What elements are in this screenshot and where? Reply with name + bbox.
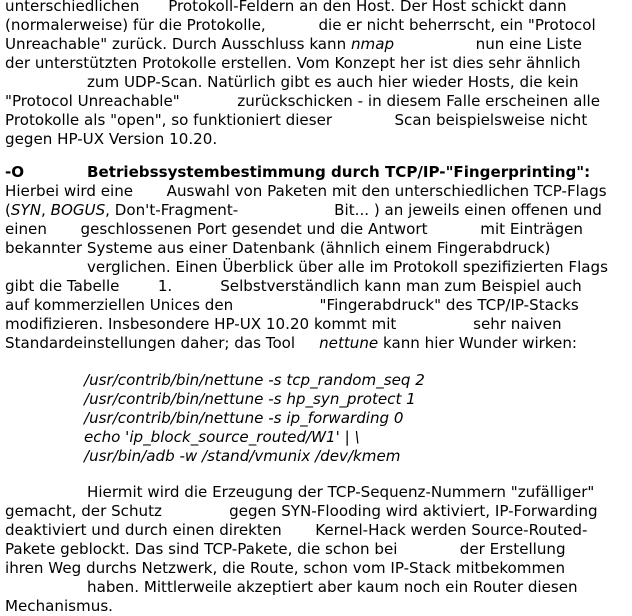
text-line: Pakete geblockt. Das sind TCP-Pakete, die schon bei der Erstellung [5, 540, 566, 558]
section-heading: Betriebssystembestimmung durch TCP/IP-"Fingerprinting": [87, 163, 591, 181]
text-line: "Protocol Unreachable" zurückschicken - in diesem Falle erscheinen alle [5, 92, 601, 110]
command-line: /usr/bin/adb -w /stand/vmunix /dev/kmem [84, 447, 401, 465]
text-line: auf kommerziellen Unices den "Fingerabdruck" des TCP/IP-Stacks [5, 296, 579, 314]
text-segment: Unreachable" zurück. Durch Ausschluss kann [5, 35, 351, 53]
text-segment: nun eine Liste [394, 35, 582, 53]
text-line: einen geschlossenen Port gesendet und die Antwort mit Einträgen [5, 220, 583, 238]
command-line: /usr/contrib/bin/nettune -s tcp_random_seq 2 [84, 371, 425, 389]
command-line: /usr/contrib/bin/nettune -s hp_syn_protect 1 [84, 390, 416, 408]
text-line: gegen HP-UX Version 10.20. [5, 130, 218, 148]
text-segment: , [40, 201, 51, 219]
text-segment: , Don't-Fragment- Bit... ) an jeweils einen offenen und [105, 201, 602, 219]
text-line: zum UDP-Scan. Natürlich gibt es auch hier wieder Hosts, die kein [87, 73, 579, 91]
command-line: echo 'ip_block_source_routed/W1' | \ [84, 428, 360, 446]
text-line: (normalerweise) für die Protokolle, die er nicht beherrscht, ein "Protocol [5, 16, 596, 34]
text-segment: ( [5, 201, 11, 219]
text-line: Protokolle als "open", so funktioniert dieser Scan beispielsweise nicht [5, 111, 588, 129]
text-line: Hierbei wird eine Auswahl von Paketen mit den unterschiedlichen TCP-Flags [5, 182, 607, 200]
text-line: unterschiedlichen Protokoll-Feldern an den Host. Der Host schickt dann [5, 0, 567, 15]
text-line: ihren Weg durchs Netzwerk, die Route, schon vom IP-Stack mitbekommen [5, 559, 566, 577]
nettune-term: nettune [319, 334, 379, 352]
nmap-term: nmap [350, 35, 395, 53]
text-line [5, 35, 582, 54]
text-line: Hiermit wird die Erzeugung der TCP-Sequenz-Nummern "zufälliger" [87, 483, 595, 501]
text-line: haben. Mittlerweile akzeptiert aber kaum noch ein Router diesen [87, 578, 578, 596]
text-line [5, 201, 602, 220]
syn-term: SYN [10, 201, 41, 219]
option-flag: -O [5, 163, 25, 181]
text-line: verglichen. Einen Überblick über alle im Protokoll spezifizierten Flags [87, 258, 608, 276]
text-line: deaktiviert und durch einen direkten Kernel-Hack werden Source-Routed- [5, 521, 588, 539]
text-line: modifizieren. Insbesondere HP-UX 10.20 kommt mit sehr naiven [5, 315, 562, 333]
text-line: der unterstützten Protokolle erstellen. Vom Konzept her ist dies sehr ähnlich [5, 54, 581, 72]
bogus-term: BOGUS [50, 201, 106, 219]
text-line: gibt die Tabelle 1. Selbstverständlich kann man zum Beispiel auch [5, 277, 582, 295]
text-segment: Standardeinstellungen daher; das Tool [5, 334, 320, 352]
text-line [5, 334, 577, 353]
text-line: gemacht, der Schutz gegen SYN-Flooding wird aktiviert, IP-Forwarding [5, 502, 598, 520]
text-line: bekannter Systeme aus einer Datenbank (ähnlich einem Fingerabdruck) [5, 239, 551, 257]
text-segment: kann hier Wunder wirken: [378, 334, 577, 352]
text-line: Mechanismus. [5, 597, 113, 615]
command-line: /usr/contrib/bin/nettune -s ip_forwarding 0 [84, 409, 404, 427]
